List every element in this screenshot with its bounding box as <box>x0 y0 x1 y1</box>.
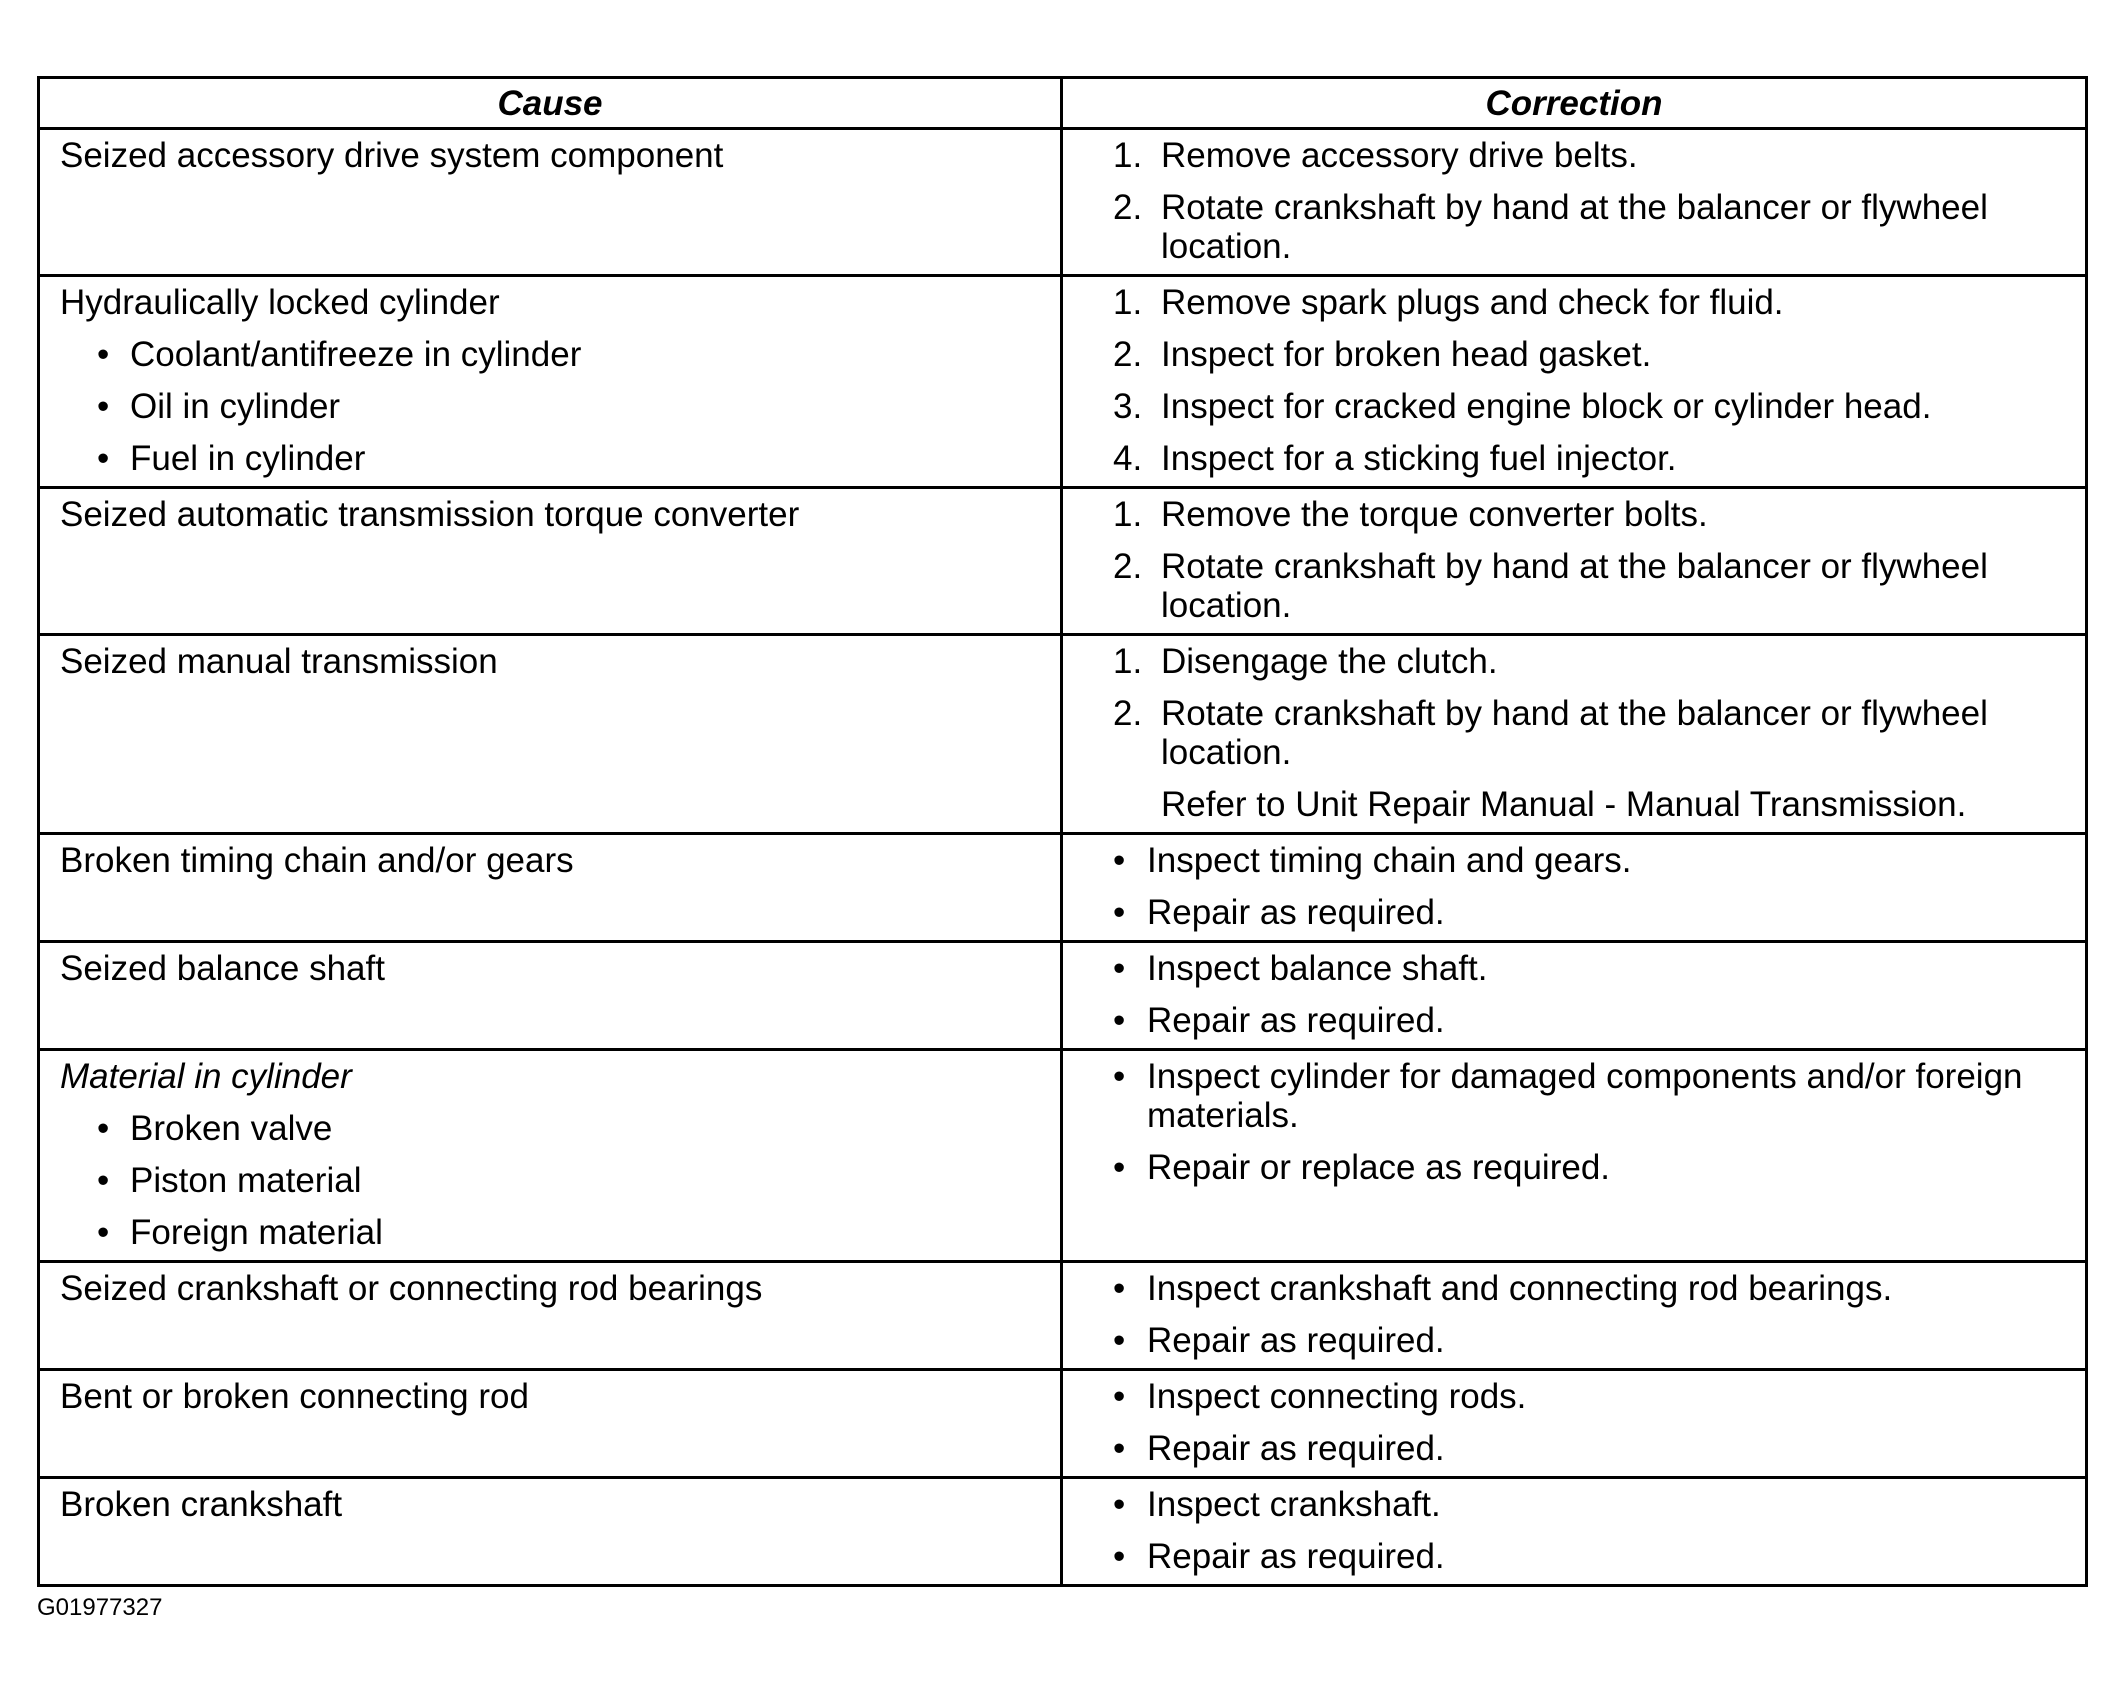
correction-text: Rotate crankshaft by hand at the balancer or flywheel location. <box>1161 694 1988 772</box>
bullet-marker: • <box>1113 1001 1126 1040</box>
correction-text: Repair or replace as required. <box>1147 1148 1611 1187</box>
correction-list <box>1063 283 2075 478</box>
correction-text: Refer to Unit Repair Manual - Manual Transmission. <box>1161 785 1967 824</box>
correction-cell <box>1062 942 2087 1050</box>
cause-text: Bent or broken connecting rod <box>60 1377 529 1416</box>
correction-list <box>1063 1485 2075 1576</box>
correction-cell <box>1062 1262 2087 1370</box>
correction-text: Rotate crankshaft by hand at the balancer or flywheel location. <box>1161 547 1988 625</box>
cause-sub-item: • Coolant/antifreeze in cylinder <box>60 335 1048 374</box>
cause-cell <box>39 1262 1062 1370</box>
correction-text: Remove the torque converter bolts. <box>1161 495 1708 534</box>
table-row <box>39 1262 2087 1370</box>
bullet-marker: • <box>1113 841 1126 880</box>
correction-list <box>1063 1377 2075 1468</box>
step-number: 2. <box>1113 335 1143 374</box>
cause-cell <box>39 635 1062 834</box>
bullet-marker: • <box>1113 1057 1126 1096</box>
cause-cell <box>39 1478 1062 1586</box>
cause-sub-list <box>60 335 1048 478</box>
correction-item <box>1063 495 2075 534</box>
correction-text: Repair as required. <box>1147 1321 1445 1360</box>
correction-cell <box>1062 1478 2087 1586</box>
bullet-marker: • <box>1113 1321 1126 1360</box>
step-number: 2. <box>1113 694 1143 733</box>
correction-item <box>1063 1321 2075 1360</box>
cause-cell <box>39 276 1062 488</box>
correction-text: Inspect timing chain and gears. <box>1147 841 1632 880</box>
bullet-marker: • <box>1113 1537 1126 1576</box>
bullet-marker: • <box>1113 1429 1126 1468</box>
correction-item <box>1063 785 2075 824</box>
correction-item <box>1063 949 2075 988</box>
step-number: 3. <box>1113 387 1143 426</box>
correction-item <box>1063 335 2075 374</box>
correction-item <box>1063 136 2075 175</box>
step-number: 1. <box>1113 283 1143 322</box>
cause-text: Seized balance shaft <box>60 949 385 988</box>
cause-text: Broken crankshaft <box>60 1485 343 1524</box>
correction-item <box>1063 387 2075 426</box>
table-row <box>39 834 2087 942</box>
correction-list <box>1063 495 2075 625</box>
correction-item <box>1063 188 2075 266</box>
header-cause: Cause <box>39 78 1062 129</box>
cause-text: Broken timing chain and/or gears <box>60 841 574 880</box>
bullet-marker: • <box>1113 893 1126 932</box>
cause-text: Material in cylinder <box>60 1057 352 1096</box>
step-number: 1. <box>1113 642 1143 681</box>
correction-cell <box>1062 488 2087 635</box>
cause-cell <box>39 1370 1062 1478</box>
correction-text: Disengage the clutch. <box>1161 642 1498 681</box>
correction-list <box>1063 642 2075 824</box>
figure-id: G01977327 <box>37 1594 163 1621</box>
cause-sub-item: • Piston material <box>60 1161 1048 1200</box>
correction-cell <box>1062 276 2087 488</box>
cause-cell <box>39 1050 1062 1262</box>
table-row <box>39 1370 2087 1478</box>
bullet-marker: • <box>1113 1485 1126 1524</box>
correction-item <box>1063 547 2075 625</box>
table-row <box>39 1050 2087 1262</box>
correction-item <box>1063 1148 2075 1187</box>
cause-text: Seized automatic transmission torque converter <box>60 495 800 534</box>
correction-text: Inspect cylinder for damaged components and/or foreign materials. <box>1147 1057 2023 1135</box>
cause-cell <box>39 129 1062 276</box>
cause-text: Hydraulically locked cylinder <box>60 283 500 322</box>
cause-cell <box>39 834 1062 942</box>
correction-cell <box>1062 635 2087 834</box>
correction-cell <box>1062 1370 2087 1478</box>
correction-list <box>1063 841 2075 932</box>
correction-item <box>1063 1485 2075 1524</box>
correction-item <box>1063 1537 2075 1576</box>
table-header-row <box>39 78 2087 129</box>
correction-item <box>1063 1377 2075 1416</box>
correction-text: Repair as required. <box>1147 1429 1445 1468</box>
correction-item <box>1063 1269 2075 1308</box>
correction-text: Inspect balance shaft. <box>1147 949 1488 988</box>
table-row <box>39 488 2087 635</box>
correction-text: Inspect crankshaft. <box>1147 1485 1441 1524</box>
correction-item <box>1063 841 2075 880</box>
correction-item <box>1063 893 2075 932</box>
correction-cell <box>1062 1050 2087 1262</box>
correction-cell <box>1062 129 2087 276</box>
correction-list <box>1063 1057 2075 1187</box>
correction-item <box>1063 1001 2075 1040</box>
table-body <box>39 129 2087 1586</box>
correction-text: Inspect for broken head gasket. <box>1161 335 1652 374</box>
correction-text: Repair as required. <box>1147 893 1445 932</box>
step-number: 4. <box>1113 439 1143 478</box>
cause-cell <box>39 942 1062 1050</box>
cause-correction-table <box>37 76 2088 1587</box>
cause-sub-item: • Fuel in cylinder <box>60 439 1048 478</box>
correction-item <box>1063 283 2075 322</box>
table-row <box>39 635 2087 834</box>
bullet-marker: • <box>1113 1269 1126 1308</box>
bullet-marker: • <box>1113 949 1126 988</box>
correction-text: Remove spark plugs and check for fluid. <box>1161 283 1784 322</box>
correction-cell <box>1062 834 2087 942</box>
cause-cell <box>39 488 1062 635</box>
correction-text: Repair as required. <box>1147 1001 1445 1040</box>
correction-item <box>1063 1057 2075 1135</box>
cause-text: Seized crankshaft or connecting rod bearings <box>60 1269 763 1308</box>
correction-list <box>1063 136 2075 266</box>
bullet-marker: • <box>1113 1377 1126 1416</box>
cause-sub-item: • Broken valve <box>60 1109 1048 1148</box>
correction-list <box>1063 949 2075 1040</box>
step-number: 2. <box>1113 547 1143 586</box>
header-correction: Correction <box>1062 78 2087 129</box>
correction-text: Inspect crankshaft and connecting rod bearings. <box>1147 1269 1893 1308</box>
step-number: 2. <box>1113 188 1143 227</box>
bullet-marker: • <box>1113 1148 1126 1187</box>
step-number: 1. <box>1113 495 1143 534</box>
table-row <box>39 276 2087 488</box>
correction-text: Repair as required. <box>1147 1537 1445 1576</box>
correction-item <box>1063 694 2075 772</box>
correction-text: Inspect for a sticking fuel injector. <box>1161 439 1677 478</box>
cause-sub-list <box>60 1109 1048 1252</box>
correction-item <box>1063 642 2075 681</box>
correction-text: Inspect connecting rods. <box>1147 1377 1527 1416</box>
correction-text: Rotate crankshaft by hand at the balancer or flywheel location. <box>1161 188 1988 266</box>
correction-text: Remove accessory drive belts. <box>1161 136 1638 175</box>
table-row <box>39 1478 2087 1586</box>
table-row <box>39 129 2087 276</box>
table-row <box>39 942 2087 1050</box>
cause-sub-item: • Oil in cylinder <box>60 387 1048 426</box>
cause-sub-item: • Foreign material <box>60 1213 1048 1252</box>
correction-item <box>1063 439 2075 478</box>
correction-text: Inspect for cracked engine block or cylinder head. <box>1161 387 1932 426</box>
step-number: 1. <box>1113 136 1143 175</box>
correction-list <box>1063 1269 2075 1360</box>
correction-item <box>1063 1429 2075 1468</box>
cause-text: Seized accessory drive system component <box>60 136 724 175</box>
cause-text: Seized manual transmission <box>60 642 498 681</box>
